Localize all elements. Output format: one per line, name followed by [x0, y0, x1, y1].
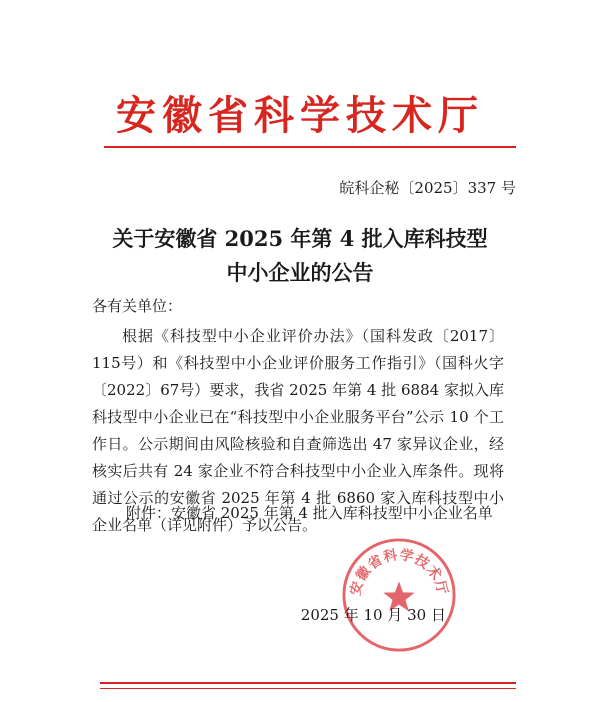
issuer-header: 安徽省科学技术厅 — [116, 92, 484, 139]
official-seal — [340, 536, 458, 654]
document-date: 2025 年 10 月 30 日 — [300, 606, 446, 624]
document-title-line-1: 关于安徽省 2025 年第 4 批入库科技型 — [112, 226, 488, 251]
svg-text:安徽省科学技术厅: 安徽省科学技术厅 — [347, 547, 451, 598]
body-paragraph: 根据《科技型中小企业评价办法》（国科发政〔2017〕115号）和《科技型中小企业评价服务工作指引》（国科火字〔2022〕67号）要求，我省 2025 年第 4 批 6884 家拟入库科技型中小企业已在“科技型中小企业服务平台”公示 10 个工作日。公示期间由风险核验和自查筛选出 47 家异议企业，经核实后共有 24 家企业不符合科技型中小企业入库条件。现将通过公示的安徽省 2025 年第 4 批 6860 家入库科技型中小企业名单（详见附件）予以公告。 — [92, 327, 504, 534]
footer-red-rule — [100, 682, 516, 684]
footer-red-rule-thin — [100, 688, 516, 689]
attachment-line: 附件：安徽省 2025 年第 4 批入库科技型中小企业名单 — [126, 504, 493, 522]
salutation: 各有关单位： — [92, 297, 183, 315]
document-title-line-2: 中小企业的公告 — [226, 260, 374, 285]
document-title — [0, 222, 600, 290]
document-number: 皖科企秘〔2025〕337 号 — [339, 179, 516, 197]
header-red-rule — [104, 146, 516, 148]
